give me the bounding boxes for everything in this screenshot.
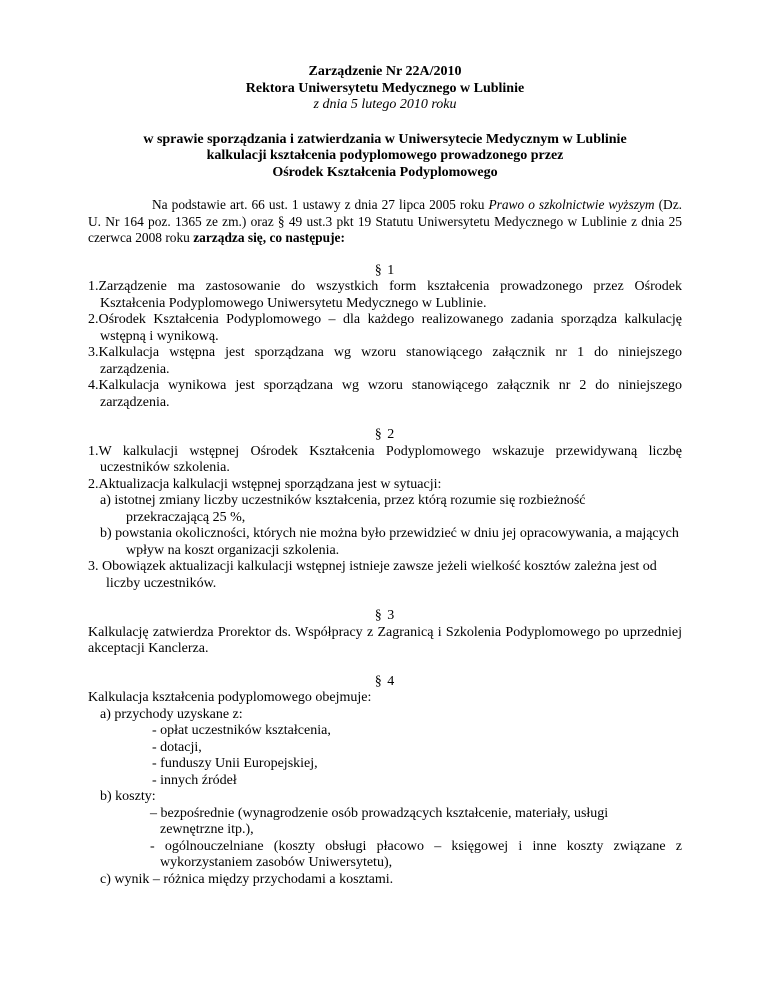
section-4-a-item: - funduszy Unii Europejskiej,: [152, 756, 318, 771]
section-1-list: [88, 279, 682, 411]
section-4-b-label: b) koszty:: [100, 789, 156, 804]
ordinance-date: z dnia 5 lutego 2010 roku: [313, 97, 457, 112]
preamble-text-start: Na podstawie art. 66 ust. 1 ustawy z dnia 27 lipca 2005 roku: [152, 197, 489, 212]
subject-line-2: kalkulacji kształcenia podyplomowego prowadzonego przez: [206, 148, 564, 163]
preamble-text-mid: (Dz. U. Nr 164 poz. 1365 ze zm.) oraz § 49 ust.3 pkt 19 Statutu Uniwersytetu Medycznego w Lublinie z dnia 25 czerwca 2008 roku: [88, 197, 682, 245]
section-1-item: 3.Kalkulacja wstępna jest sporządzana wg wzoru stanowiącego załącznik nr 1 do niniejszego zarządzenia.: [88, 345, 682, 377]
ordinance-issuer: Rektora Uniwersytetu Medycznego w Lublinie: [245, 80, 525, 96]
section-4-a-item: - dotacji,: [152, 739, 202, 755]
section-4-c-label: c) wynik – różnica między przychodami a kosztami.: [100, 871, 394, 887]
section-4-title: § 4: [374, 673, 396, 689]
section-3-title: § 3: [374, 608, 396, 623]
section-4-b-item-2: - ogólnouczelniane (koszty obsługi płacowo – księgowej i inne koszty związane z wykorzystaniem zasobów Uniwersytetu),: [150, 838, 682, 870]
subject-line-3: Ośrodek Kształcenia Podyplomowego: [272, 164, 498, 180]
section-4-a-item: - innych źródeł: [152, 772, 237, 788]
section-2-sub-b: b) powstania okoliczności, których nie można było przewidzieć w dniu jej opracowywania, a mających wpływ na koszt organizacji szkolenia.: [100, 526, 679, 558]
section-1-title: § 1: [374, 262, 396, 278]
section-4-intro: Kalkulacja kształcenia podyplomowego obejmuje:: [88, 690, 372, 705]
section-4-a-item: - opłat uczestników kształcenia,: [152, 723, 331, 738]
section-1-item: 2.Ośrodek Kształcenia Podyplomowego – dla każdego realizowanego zadania sporządza kalkulację wstępną i wynikową.: [88, 312, 682, 344]
section-4-b-item-1: – bezpośrednie (wynagrodzenie osób prowadzących kształcenie, materiały, usługi zewnętrzne itp.),: [150, 805, 609, 837]
preamble-act-title: Prawo o szkolnictwie wyższym: [488, 197, 655, 212]
section-2-item-3: 3. Obowiązek aktualizacji kalkulacji wstępnej istnieje zawsze jeżeli wielkość kosztów zależna jest od liczby uczestników.: [88, 559, 657, 591]
document-page: [88, 64, 682, 888]
subject-line-1: w sprawie sporządzania i zatwierdzania w Uniwersytecie Medycznym w Lublinie: [143, 131, 627, 147]
ordinance-number: Zarządzenie Nr 22A/2010: [308, 64, 462, 79]
section-2-title: § 2: [374, 427, 396, 442]
section-1-item: 1.Zarządzenie ma zastosowanie do wszystkich form kształcenia prowadzonego przez Ośrodek Kształcenia Podyplomowego Uniwersytetu Medycznego w Lublinie.: [88, 279, 682, 311]
section-4-a-label: a) przychody uzyskane z:: [100, 706, 243, 722]
preamble-text-bold: zarządza się, co następuje:: [193, 230, 345, 245]
section-2-sub-a: a) istotnej zmiany liczby uczestników kształcenia, przez którą rozumie się rozbieżność przekraczającą 25 %,: [100, 493, 586, 525]
preamble: [88, 197, 682, 247]
section-1-item: 4.Kalkulacja wynikowa jest sporządzana wg wzoru stanowiącego załącznik nr 2 do niniejszego zarządzenia.: [88, 378, 682, 410]
section-3-text: Kalkulację zatwierdza Prorektor ds. Współpracy z Zagranicą i Szkolenia Podyplomowego po uprzedniej akceptacji Kanclerza.: [88, 624, 682, 656]
section-2-item-2: 2.Aktualizacja kalkulacji wstępnej sporządzana jest w sytuacji:: [88, 476, 442, 492]
section-2-item-1: 1.W kalkulacji wstępnej Ośrodek Kształcenia Podyplomowego wskazuje przewidywaną liczbę uczestników szkolenia.: [88, 443, 682, 475]
